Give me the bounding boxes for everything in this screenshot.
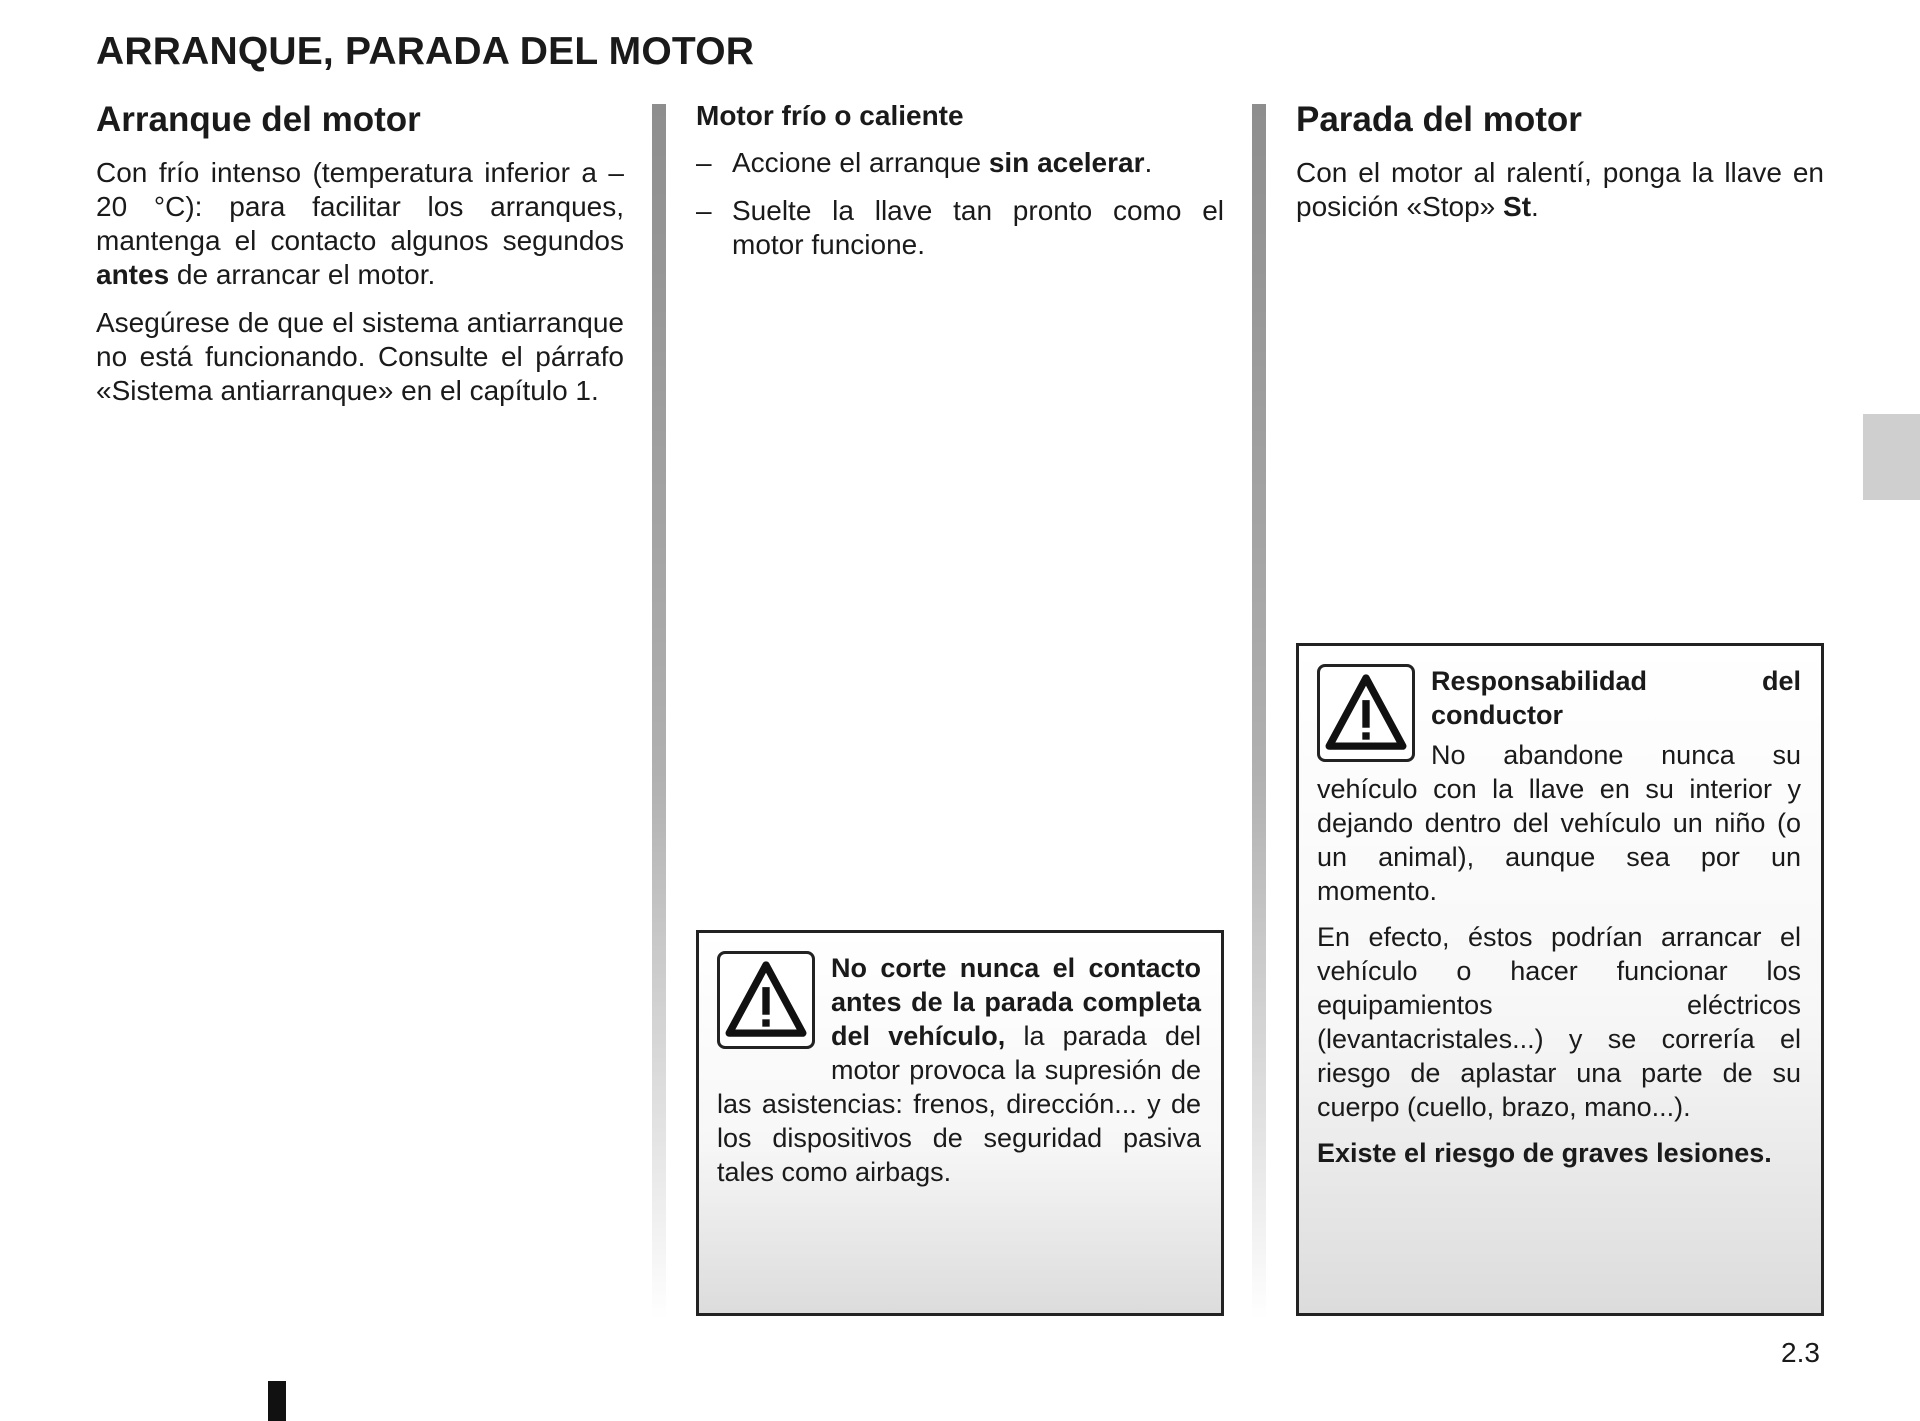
text-span: Suelte la llave tan pronto como el motor funcione. [732,195,1224,260]
warning-box-contact [696,930,1224,1316]
dash-bullet: – [696,147,712,178]
bold-text: sin acelerar [988,147,1145,178]
paragraph-antiarranque: Asegúrese de que el sistema antiarranque no está funcionando. Consulte el párrafo «Sistema antiarranque» en el capítulo 1. [96,307,624,406]
text-span: . [1144,147,1153,178]
bottom-marker [268,1381,286,1421]
page-title: ARRANQUE, PARADA DEL MOTOR [96,30,755,73]
column-arranque [96,100,624,422]
column-parada [1296,100,1824,238]
column-motor-frio [696,100,1224,276]
warning-title: Responsabilidad del conductor [1431,666,1801,730]
heading-arranque-del-motor: Arranque del motor [96,100,421,139]
dash-bullet: – [696,195,712,226]
warning-triangle-icon [1317,664,1415,762]
list-item [696,194,1224,262]
chapter-side-tab [1863,414,1920,500]
text-span: de arrancar el motor. [169,259,436,290]
paragraph-parada [1296,156,1824,224]
warning-bold-text: No corte nunca el contacto antes de la parada completa del vehículo, [831,953,1201,1051]
bold-text: St [1503,191,1532,222]
text-span: . [1531,191,1539,222]
text-span: la parada del motor provoca la supresión de las asistencias: frenos, dirección... y de los dispositivos de seguridad pasiva tales como airbags. [717,1021,1201,1187]
text-span: Con el motor al ralentí, ponga la llave en posición «Stop» [1296,157,1824,222]
paragraph-cold-start [96,156,624,292]
heading-parada-del-motor: Parada del motor [1296,100,1582,139]
warning-box-responsabilidad [1296,643,1824,1316]
text-span: Accione el arranque [732,147,989,178]
bold-text: antes [96,259,170,290]
page-number: 2.3 [1781,1337,1820,1368]
column-divider-left [652,104,666,1320]
column-divider-right [1252,104,1266,1320]
warning-paragraph-1: No abandone nunca su vehículo con la llave en su interior y dejando dentro del vehículo un niño (o un animal), aunque sea por un momento. [1317,740,1801,906]
heading-motor-frio-caliente: Motor frío o caliente [696,100,964,131]
warning-paragraph-2: En efecto, éstos podrían arrancar el vehículo o hacer funcionar los equipamientos eléctricos (levantacristales...) y se correría el riesgo de aplastar una parte de su cuerpo (cuello, brazo, mano...). [1317,922,1801,1122]
text-span: Con frío intenso (temperatura inferior a –20 °C): para facilitar los arranques, mantenga el contacto algunos segundos [96,157,624,256]
warning-triangle-icon [717,951,815,1049]
warning-paragraph-3: Existe el riesgo de graves lesiones. [1317,1138,1772,1168]
list-item [696,146,1224,180]
